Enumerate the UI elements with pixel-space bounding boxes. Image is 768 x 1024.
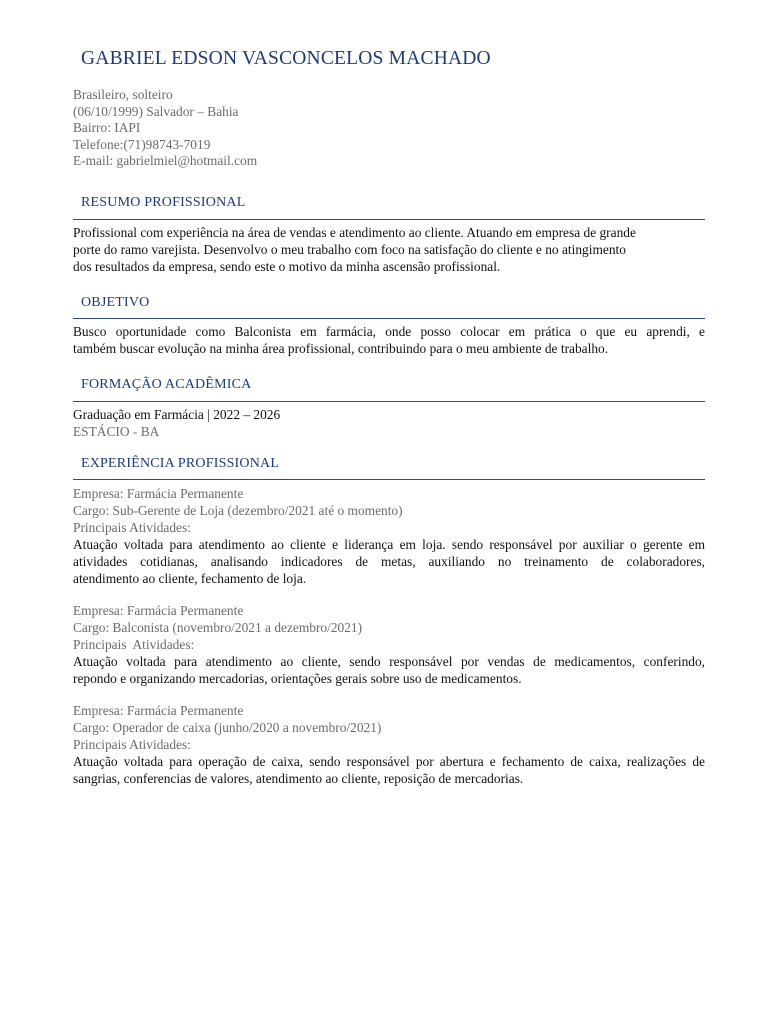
job-entry [73,485,705,587]
email: E-mail: gabrielmiel@hotmail.com [73,153,258,169]
formacao-block [73,406,705,440]
resumo-line: porte do ramo varejista. Desenvolvo o meu trabalho com foco na satisfação do cliente e no atingimento [73,242,626,257]
job-description-line: atividades cotidianas, analisando indicadores de metas, auxiliando no treinamento de colaboradores, [73,554,705,569]
job-description-line: Atuação voltada para atendimento ao cliente, sendo responsável por vendas de medicamentos, conferindo, [73,654,705,669]
job-description-line: Atuação voltada para operação de caixa, sendo responsável por abertura e fechamento de caixa, realizações de [73,754,705,769]
section-title-experiencia: EXPERIÊNCIA PROFISSIONAL [81,456,280,471]
institution: ESTÁCIO - BA [73,424,160,439]
job-activities-label: Principais Atividades: [73,737,191,752]
resumo-line: dos resultados da empresa, sendo este o motivo da minha ascensão profissional. [73,259,501,274]
nationality-status: Brasileiro, solteiro [73,87,173,102]
section-title-resumo: RESUMO PROFISSIONAL [81,195,246,210]
birth-date-city: (06/10/1999) Salvador – Bahia [73,103,239,119]
job-description-line: Atuação voltada para atendimento ao cliente e liderança em loja. sendo responsável por auxiliar o gerente em [73,537,705,552]
resumo-line: Profissional com experiência na área de vendas e atendimento ao cliente. Atuando em empresa de grande [73,225,636,240]
job-role: Cargo: Balconista (novembro/2021 a dezembro/2021) [73,620,363,635]
job-role: Cargo: Operador de caixa (junho/2020 a novembro/2021) [73,720,382,735]
job-description-line: sangrias, conferencias de valores, atendimento ao cliente, reposição de mercadorias. [73,771,524,786]
section-divider [73,318,705,319]
objetivo-line: também buscar evolução na minha área profissional, contribuindo para o meu ambiente de trabalho. [73,341,609,356]
section-divider [73,479,705,480]
contact-info [73,87,257,170]
job-company: Empresa: Farmácia Permanente [73,603,244,618]
job-activities-label: Principais Atividades: [73,520,191,535]
phone: Telefone:(71)98743-7019 [73,136,211,152]
resumo-text [73,224,705,275]
section-divider [73,219,705,220]
job-role: Cargo: Sub-Gerente de Loja (dezembro/2021 até o momento) [73,503,403,518]
course: Graduação em Farmácia | 2022 – 2026 [73,407,281,422]
job-company: Empresa: Farmácia Permanente [73,703,244,718]
job-description-line: repondo e organizando mercadorias, orientações gerais sobre uso de medicamentos. [73,671,522,686]
section-title-objetivo: OBJETIVO [81,295,150,310]
job-entry [73,702,705,787]
job-activities-label: Principais Atividades: [73,637,195,652]
job-entry [73,602,705,687]
objetivo-text [73,323,705,357]
job-company: Empresa: Farmácia Permanente [73,486,244,501]
objetivo-line: Busco oportunidade como Balconista em farmácia, onde posso colocar em prática o que eu aprendi, e [73,324,705,339]
section-title-formacao: FORMAÇÃO ACADÊMICA [81,377,252,392]
neighborhood: Bairro: IAPI [73,120,141,136]
candidate-name: GABRIEL EDSON VASCONCELOS MACHADO [81,48,491,69]
section-divider [73,401,705,402]
job-description-line: atendimento ao cliente, fechamento de loja. [73,571,307,586]
